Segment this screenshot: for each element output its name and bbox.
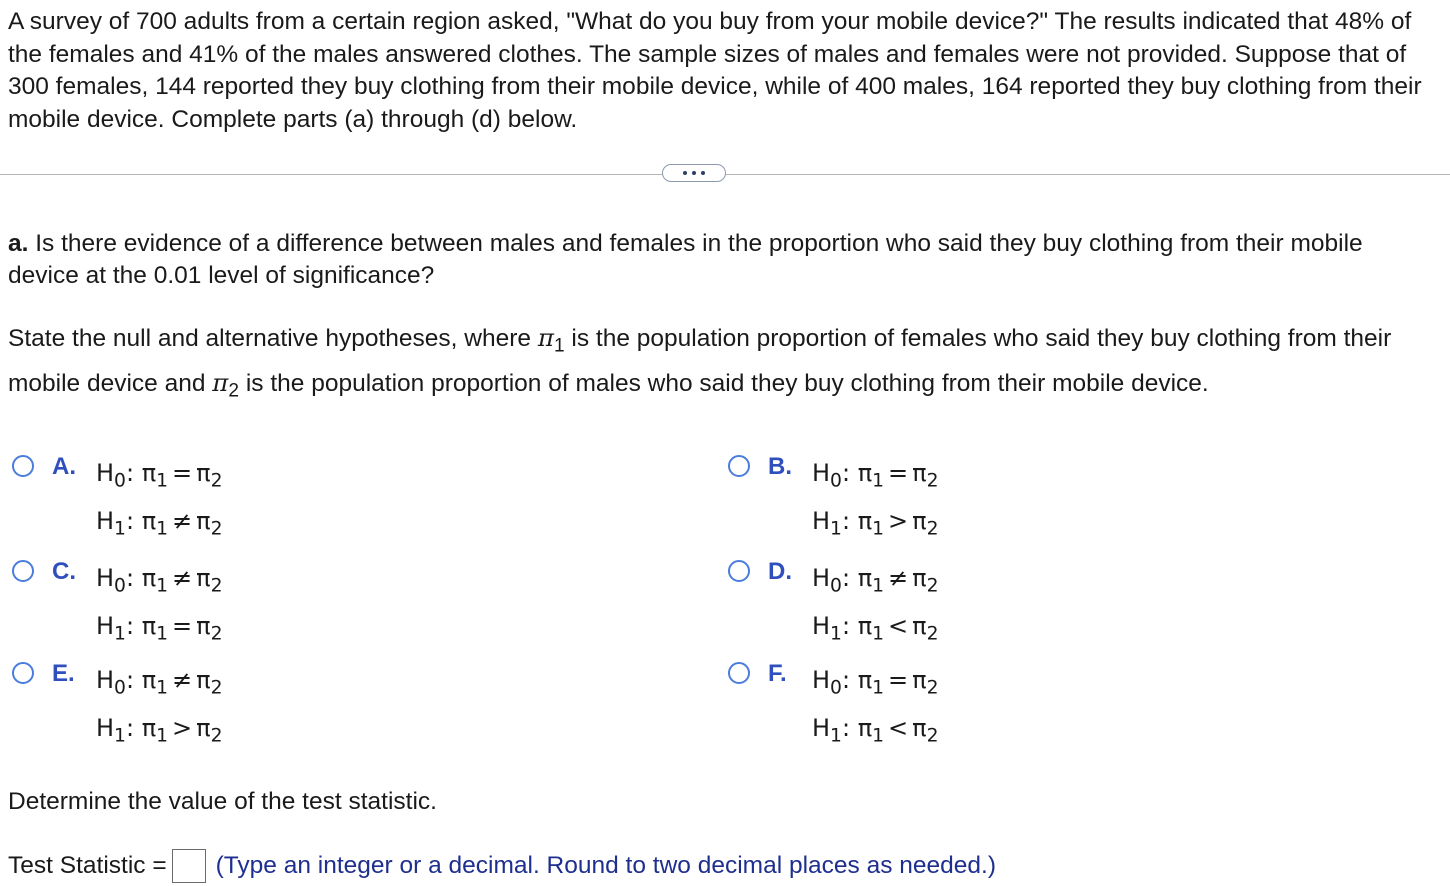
pi-subscript: 2	[926, 518, 939, 540]
h-subscript: 1	[114, 623, 126, 645]
radio-button[interactable]	[12, 560, 34, 582]
pi-symbol: π	[141, 666, 157, 694]
pi-subscript: 2	[926, 725, 939, 747]
relation-symbol: >	[172, 714, 193, 742]
h-subscript: 1	[114, 725, 126, 747]
pi-symbol: π	[196, 507, 211, 535]
pi-symbol: π	[912, 564, 927, 592]
instructions-post: is the population proportion of males who said they buy clothing from their mobile device.	[245, 370, 1209, 397]
pi-symbol: π	[141, 507, 157, 535]
relation-symbol: =	[172, 612, 193, 640]
pi-symbol: π	[912, 666, 927, 694]
pi-subscript: 2	[210, 575, 223, 597]
null-hypothesis-line	[812, 449, 939, 497]
problem-intro: A survey of 700 adults from a certain region asked, "What do you buy from your mobile device?" The results indicated that 48% of the females and 41% of the males answered clothes. The sample sizes of males and females were not provided. Suppose that of 300 females, 144 reported they buy clothing from their mobile device, while of 400 males, 164 reported they buy clothing from their mobile device. Complete parts (a) through (d) below.	[8, 8, 1422, 133]
option-letter: D.	[768, 558, 792, 585]
relation-symbol: =	[172, 459, 193, 487]
h-subscript: 0	[830, 575, 842, 597]
pi1-symbol: π	[537, 323, 554, 352]
pi-symbol: π	[912, 612, 927, 640]
h-letter: H	[96, 612, 115, 640]
more-options-button[interactable]	[662, 164, 726, 182]
colon: :	[125, 564, 135, 592]
h-subscript: 0	[114, 677, 126, 699]
null-hypothesis-line	[96, 656, 223, 704]
pi-symbol: π	[141, 714, 157, 742]
h-subscript: 1	[114, 518, 126, 540]
pi-symbol: π	[857, 612, 873, 640]
colon: :	[841, 507, 851, 535]
colon: :	[125, 714, 135, 742]
relation-symbol: ≠	[172, 507, 193, 535]
pi-subscript: 1	[872, 725, 885, 747]
test-statistic-row	[8, 846, 996, 886]
h-letter: H	[812, 459, 831, 487]
pi-symbol: π	[857, 666, 873, 694]
h-subscript: 1	[830, 725, 842, 747]
pi-subscript: 2	[926, 623, 939, 645]
pi-symbol: π	[912, 507, 927, 535]
radio-button[interactable]	[12, 662, 34, 684]
test-statistic-prompt: Determine the value of the test statistic.	[8, 788, 437, 815]
h-subscript: 1	[830, 623, 842, 645]
colon: :	[125, 612, 135, 640]
h-subscript: 0	[830, 470, 842, 492]
pi-subscript: 2	[210, 470, 223, 492]
test-statistic-hint: (Type an integer or a decimal. Round to two decimal places as needed.)	[215, 852, 996, 879]
pi-symbol: π	[141, 564, 157, 592]
hypotheses	[812, 656, 939, 752]
pi-subscript: 1	[872, 677, 885, 699]
pi-subscript: 1	[872, 518, 885, 540]
pi-symbol: π	[196, 459, 211, 487]
pi-subscript: 2	[926, 575, 939, 597]
pi-symbol: π	[912, 714, 927, 742]
pi-subscript: 2	[926, 677, 939, 699]
colon: :	[841, 564, 851, 592]
null-hypothesis-line	[812, 554, 939, 602]
pi-symbol: π	[196, 666, 211, 694]
option-letter: F.	[768, 660, 787, 687]
instructions-mid: is the population proportion of females who said they buy clothing from their mobile device and	[8, 325, 1392, 397]
colon: :	[841, 666, 851, 694]
relation-symbol: <	[888, 612, 909, 640]
h-letter: H	[812, 507, 831, 535]
part-a-text: Is there evidence of a difference between males and females in the proportion who said they buy clothing from their mobile device at the 0.01 level of significance?	[8, 230, 1363, 289]
pi-symbol: π	[912, 459, 927, 487]
pi1-subscript: 1	[553, 335, 565, 357]
hypotheses	[96, 449, 223, 545]
relation-symbol: ≠	[172, 666, 193, 694]
hypotheses	[812, 449, 939, 545]
pi-subscript: 1	[156, 725, 169, 747]
radio-button[interactable]	[12, 455, 34, 477]
part-a-question	[8, 228, 1428, 292]
test-statistic-input[interactable]	[172, 849, 206, 883]
ellipsis-dot-icon	[701, 171, 705, 175]
radio-button[interactable]	[728, 560, 750, 582]
pi-symbol: π	[141, 612, 157, 640]
hypotheses	[96, 554, 223, 650]
pi2-symbol: π	[212, 368, 229, 397]
colon: :	[125, 666, 135, 694]
option-letter: A.	[52, 453, 76, 480]
h-letter: H	[812, 612, 831, 640]
pi-subscript: 1	[872, 470, 885, 492]
h-letter: H	[812, 714, 831, 742]
colon: :	[841, 714, 851, 742]
pi-subscript: 2	[210, 623, 223, 645]
pi-symbol: π	[857, 507, 873, 535]
hypotheses	[812, 554, 939, 650]
relation-symbol: >	[888, 507, 909, 535]
colon: :	[125, 507, 135, 535]
relation-symbol: ≠	[888, 564, 909, 592]
pi-subscript: 2	[210, 725, 223, 747]
relation-symbol: ≠	[172, 564, 193, 592]
pi-symbol: π	[196, 564, 211, 592]
pi-subscript: 1	[156, 575, 169, 597]
test-statistic-label: Test Statistic =	[8, 852, 167, 879]
alternative-hypothesis-line	[96, 602, 223, 650]
h-letter: H	[96, 507, 115, 535]
pi-symbol: π	[196, 714, 211, 742]
radio-button[interactable]	[728, 455, 750, 477]
alternative-hypothesis-line	[96, 497, 223, 545]
hypotheses	[96, 656, 223, 752]
pi-subscript: 2	[926, 470, 939, 492]
pi-subscript: 2	[210, 677, 223, 699]
pi-symbol: π	[141, 459, 157, 487]
h-letter: H	[96, 459, 115, 487]
pi-symbol: π	[857, 564, 873, 592]
colon: :	[841, 612, 851, 640]
option-letter: E.	[52, 660, 75, 687]
colon: :	[125, 459, 135, 487]
alternative-hypothesis-line	[812, 704, 939, 752]
pi-subscript: 1	[156, 470, 169, 492]
relation-symbol: =	[888, 459, 909, 487]
pi-symbol: π	[196, 612, 211, 640]
h-letter: H	[96, 666, 115, 694]
pi-symbol: π	[857, 714, 873, 742]
h-subscript: 0	[114, 470, 126, 492]
alternative-hypothesis-line	[812, 602, 939, 650]
ellipsis-dot-icon	[683, 171, 687, 175]
pi-subscript: 1	[156, 623, 169, 645]
pi-subscript: 1	[872, 575, 885, 597]
colon: :	[841, 459, 851, 487]
option-letter: B.	[768, 453, 792, 480]
null-hypothesis-line	[96, 449, 223, 497]
part-a-label: a.	[8, 230, 29, 257]
h-subscript: 1	[830, 518, 842, 540]
h-letter: H	[96, 564, 115, 592]
h-letter: H	[812, 564, 831, 592]
pi-subscript: 1	[156, 677, 169, 699]
null-hypothesis-line	[96, 554, 223, 602]
relation-symbol: =	[888, 666, 909, 694]
pi-subscript: 1	[156, 518, 169, 540]
pi-subscript: 2	[210, 518, 223, 540]
alternative-hypothesis-line	[812, 497, 939, 545]
null-hypothesis-line	[812, 656, 939, 704]
pi-symbol: π	[857, 459, 873, 487]
h-subscript: 0	[830, 677, 842, 699]
hypothesis-instructions	[8, 316, 1444, 406]
pi-subscript: 1	[872, 623, 885, 645]
option-letter: C.	[52, 558, 76, 585]
instructions-pre: State the null and alternative hypotheses, where	[8, 325, 532, 352]
relation-symbol: <	[888, 714, 909, 742]
h-subscript: 0	[114, 575, 126, 597]
radio-button[interactable]	[728, 662, 750, 684]
alternative-hypothesis-line	[96, 704, 223, 752]
h-letter: H	[812, 666, 831, 694]
pi2-subscript: 2	[228, 380, 240, 402]
h-letter: H	[96, 714, 115, 742]
ellipsis-dot-icon	[692, 171, 696, 175]
